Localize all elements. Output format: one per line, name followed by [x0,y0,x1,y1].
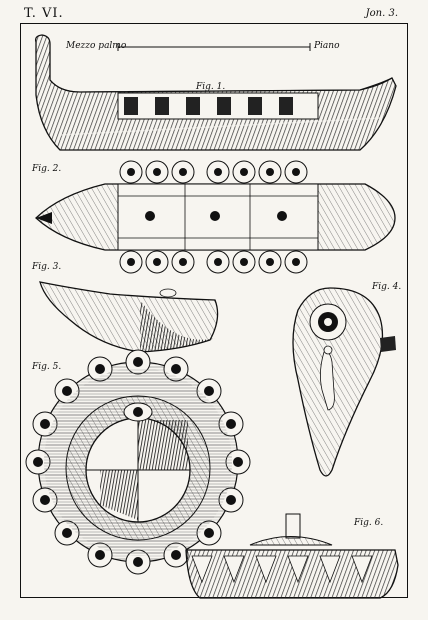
fig-3-label: Fig. 3. [32,262,62,272]
fig-4-label: Fig. 4. [372,282,402,292]
page-reference: Jon. 3. [365,8,398,19]
fig1-lamp-side-view [36,35,396,150]
fig3-lamp-profile [40,282,218,352]
scale-label-right: Piano [314,41,340,51]
fig5-round-lamp [26,350,250,574]
plate-number: T. VI. [24,6,64,21]
scale-bar [118,43,310,51]
fig4-pear-lamp [293,288,396,476]
scale-label-left: Mezzo palmo [66,41,127,51]
fig-2-label: Fig. 2. [32,164,62,174]
fig-1-label: Fig. 1. [196,82,226,92]
fig2-lamp-top-view [36,161,395,273]
fig-5-label: Fig. 5. [32,362,62,372]
fig-6-label: Fig. 6. [354,518,384,528]
